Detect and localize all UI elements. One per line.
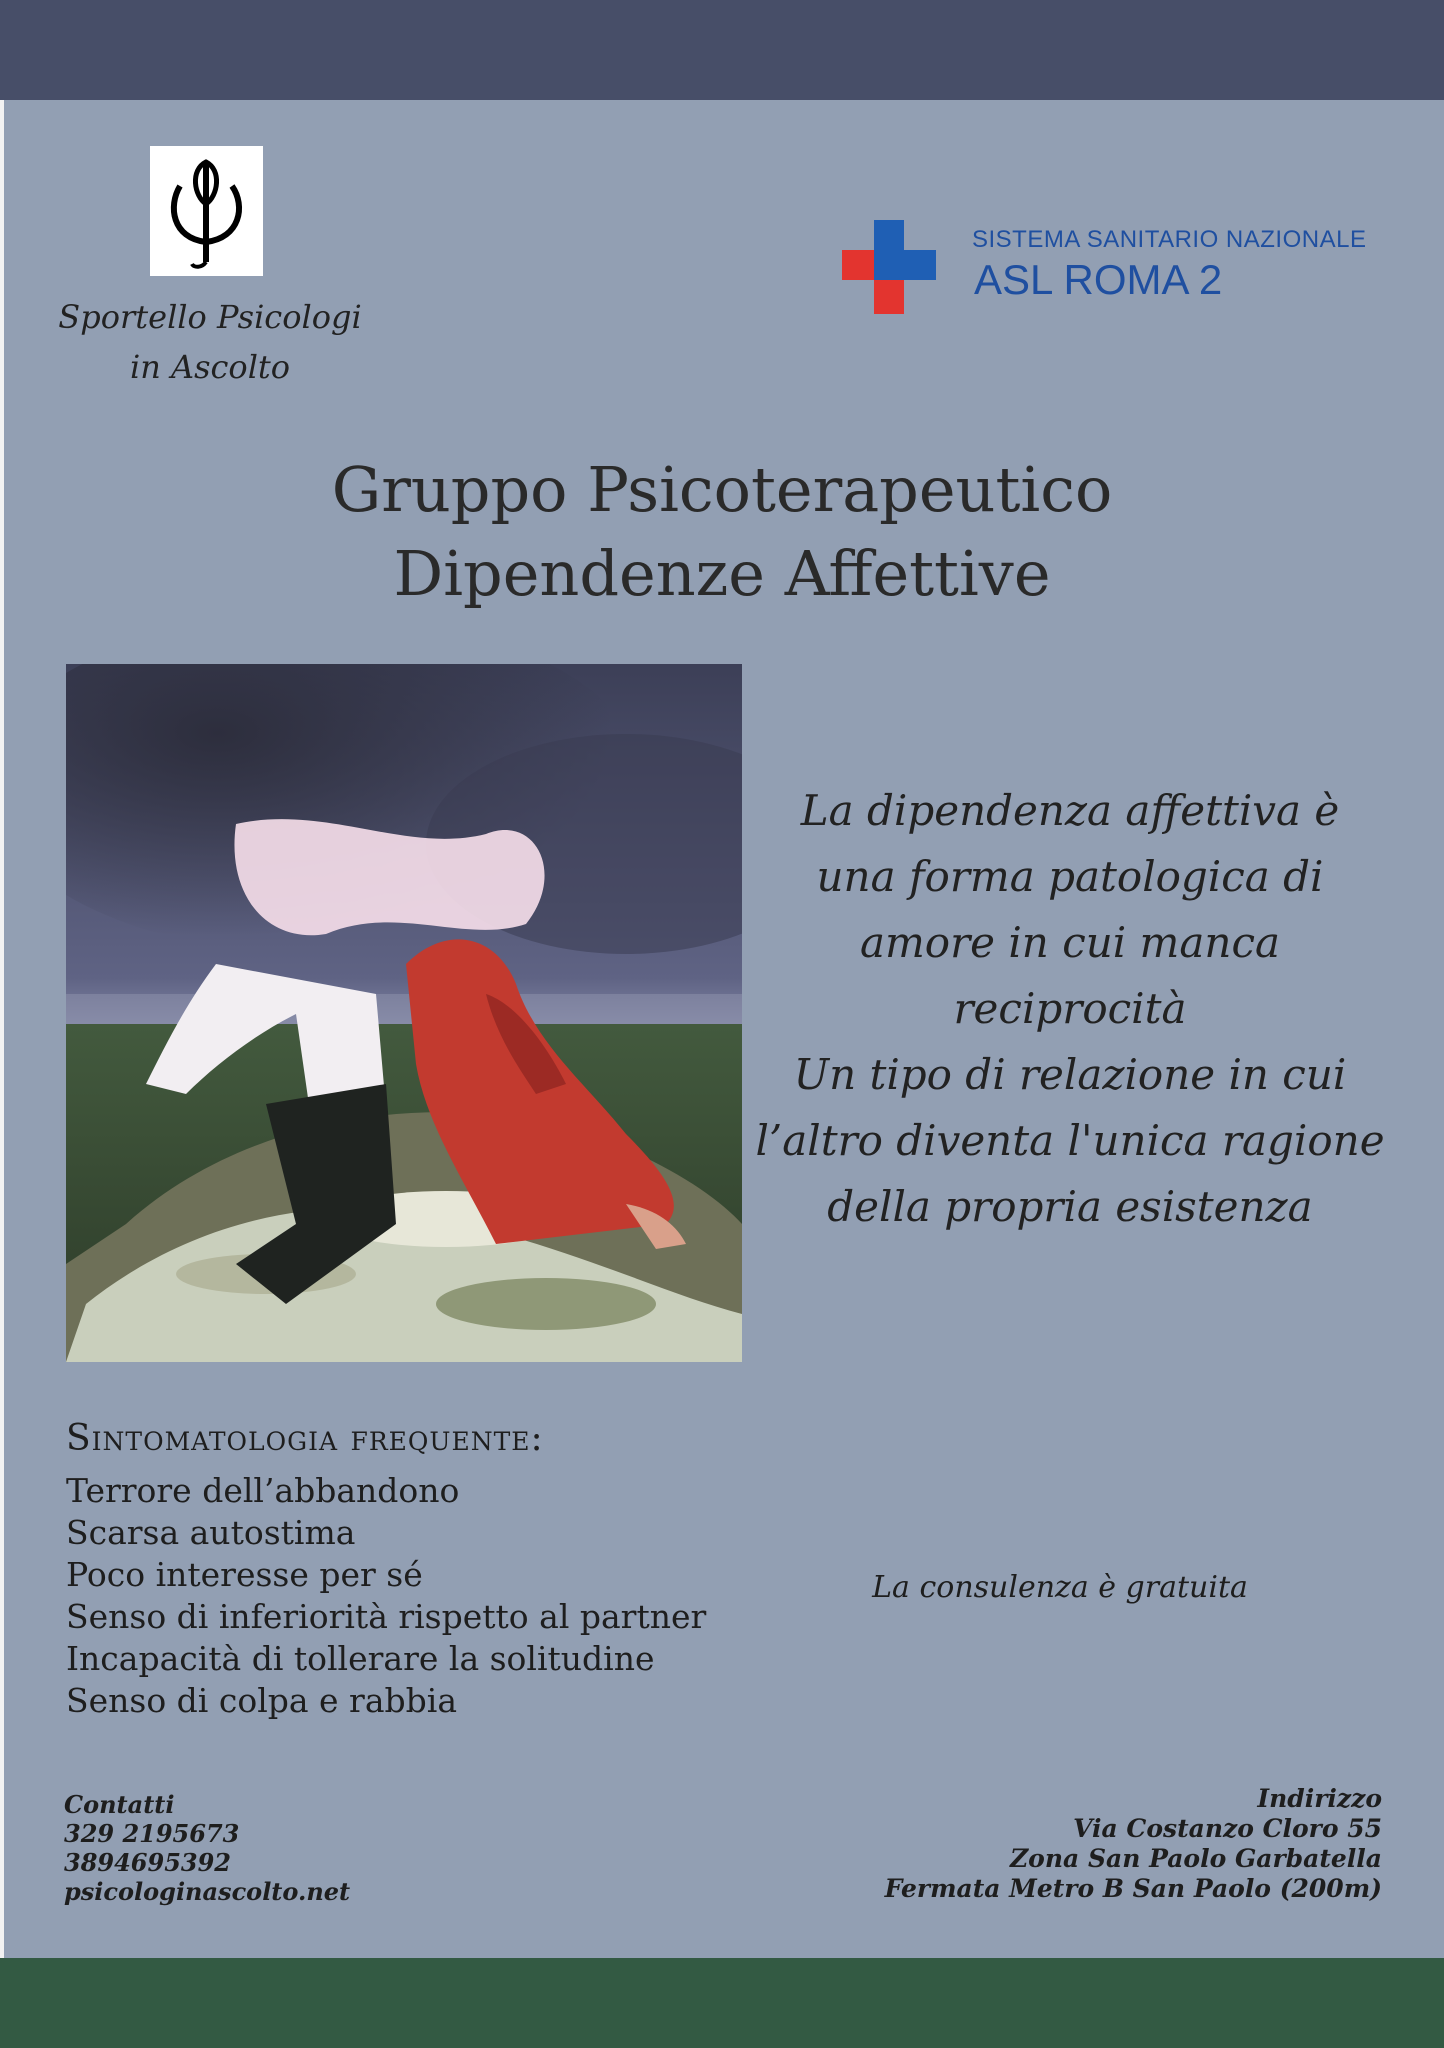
org-name-line2: in Ascolto: [129, 348, 291, 386]
org-name-line1: Sportello Psicologi: [58, 298, 362, 336]
address-block: [885, 1784, 1382, 1904]
symptoms-heading: Sintomatologia frequente:: [66, 1418, 544, 1459]
symptom-item: Terrore dell’abbandono: [66, 1471, 460, 1510]
page-title: [100, 448, 1344, 616]
top-band: [0, 0, 1444, 100]
address-metro: Fermata Metro B San Paolo (200m): [884, 1874, 1382, 1903]
symptom-item: Poco interesse per sé: [66, 1555, 423, 1594]
title-line2: Dipendenze Affettive: [393, 537, 1051, 610]
quote-line: La dipendenza affettiva è: [800, 786, 1340, 835]
contacts-label: Contatti: [64, 1790, 175, 1819]
bottom-band: [0, 1958, 1444, 2048]
psi-logo-icon: [150, 146, 263, 276]
left-edge: [0, 100, 4, 1958]
quote-line: l’altro diventa l'unica ragione: [755, 1116, 1385, 1165]
quote-line: una forma patologica di: [816, 852, 1324, 901]
contact-phone-2[interactable]: 3894695392: [64, 1848, 231, 1877]
symptom-item: Senso di colpa e rabbia: [66, 1681, 457, 1720]
quote-line: Un tipo di relazione in cui: [793, 1050, 1347, 1099]
symptom-item: Scarsa autostima: [66, 1513, 356, 1552]
quote-line: amore in cui manca: [859, 918, 1281, 967]
address-zone: Zona San Paolo Garbatella: [1009, 1844, 1382, 1873]
symptom-item: Incapacità di tollerare la solitudine: [66, 1639, 655, 1678]
contact-phone-1[interactable]: 329 2195673: [64, 1819, 240, 1848]
asl-name: ASL ROMA 2: [974, 256, 1223, 303]
free-consultation-note: La consulenza è gratuita: [872, 1570, 1248, 1605]
address-label: Indirizzo: [1257, 1784, 1382, 1813]
quote-line: reciprocità: [953, 984, 1187, 1033]
medical-cross-icon: [842, 220, 936, 314]
symptom-item: Senso di inferiorità rispetto al partner: [66, 1597, 707, 1636]
definition-quote: [740, 778, 1400, 1240]
org-name: [40, 292, 380, 392]
address-street: Via Costanzo Cloro 55: [1073, 1814, 1382, 1843]
contacts-block: [64, 1790, 350, 1906]
symptoms-list: [66, 1470, 706, 1722]
title-line1: Gruppo Psicoterapeutico: [331, 453, 1113, 526]
asl-system-label: SISTEMA SANITARIO NAZIONALE: [972, 226, 1367, 253]
quote-line: della propria esistenza: [827, 1182, 1313, 1231]
contact-website[interactable]: psicologinascolto.net: [64, 1877, 351, 1906]
couple-photo: [66, 664, 742, 1362]
